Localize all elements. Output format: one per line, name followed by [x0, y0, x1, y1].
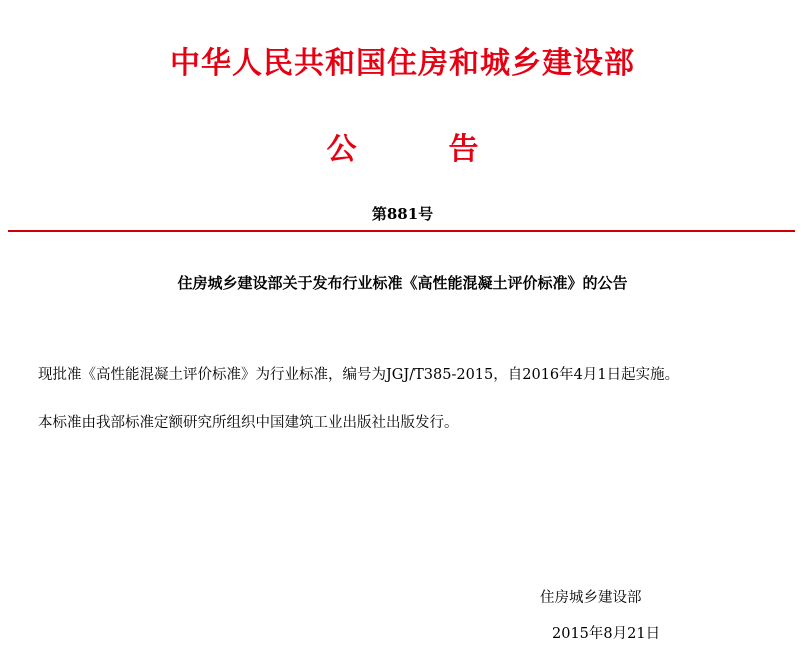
document-number: 第881号 — [371, 205, 434, 223]
signature-date: 2015年8月21日 — [552, 626, 661, 642]
announcement-title-char-1: 公 — [326, 132, 357, 167]
signature-organization: 住房城乡建设部 — [540, 590, 642, 606]
notice-subject: 住房城乡建设部关于发布行业标准《高性能混凝土评价标准》的公告 — [177, 274, 628, 292]
announcement-title-char-2: 告 — [448, 132, 479, 167]
body-paragraph-2: 本标准由我部标准定额研究所组织中国建筑工业出版社出版发行。 — [38, 415, 459, 431]
announcement-title — [0, 130, 805, 170]
issuing-authority-title: 中华人民共和国住房和城乡建设部 — [170, 46, 635, 81]
header-divider — [8, 230, 795, 232]
body-paragraph-1: 现批准《高性能混凝土评价标准》为行业标准，编号为JGJ/T385-2015，自2016年4月1日起实施。 — [38, 367, 680, 383]
